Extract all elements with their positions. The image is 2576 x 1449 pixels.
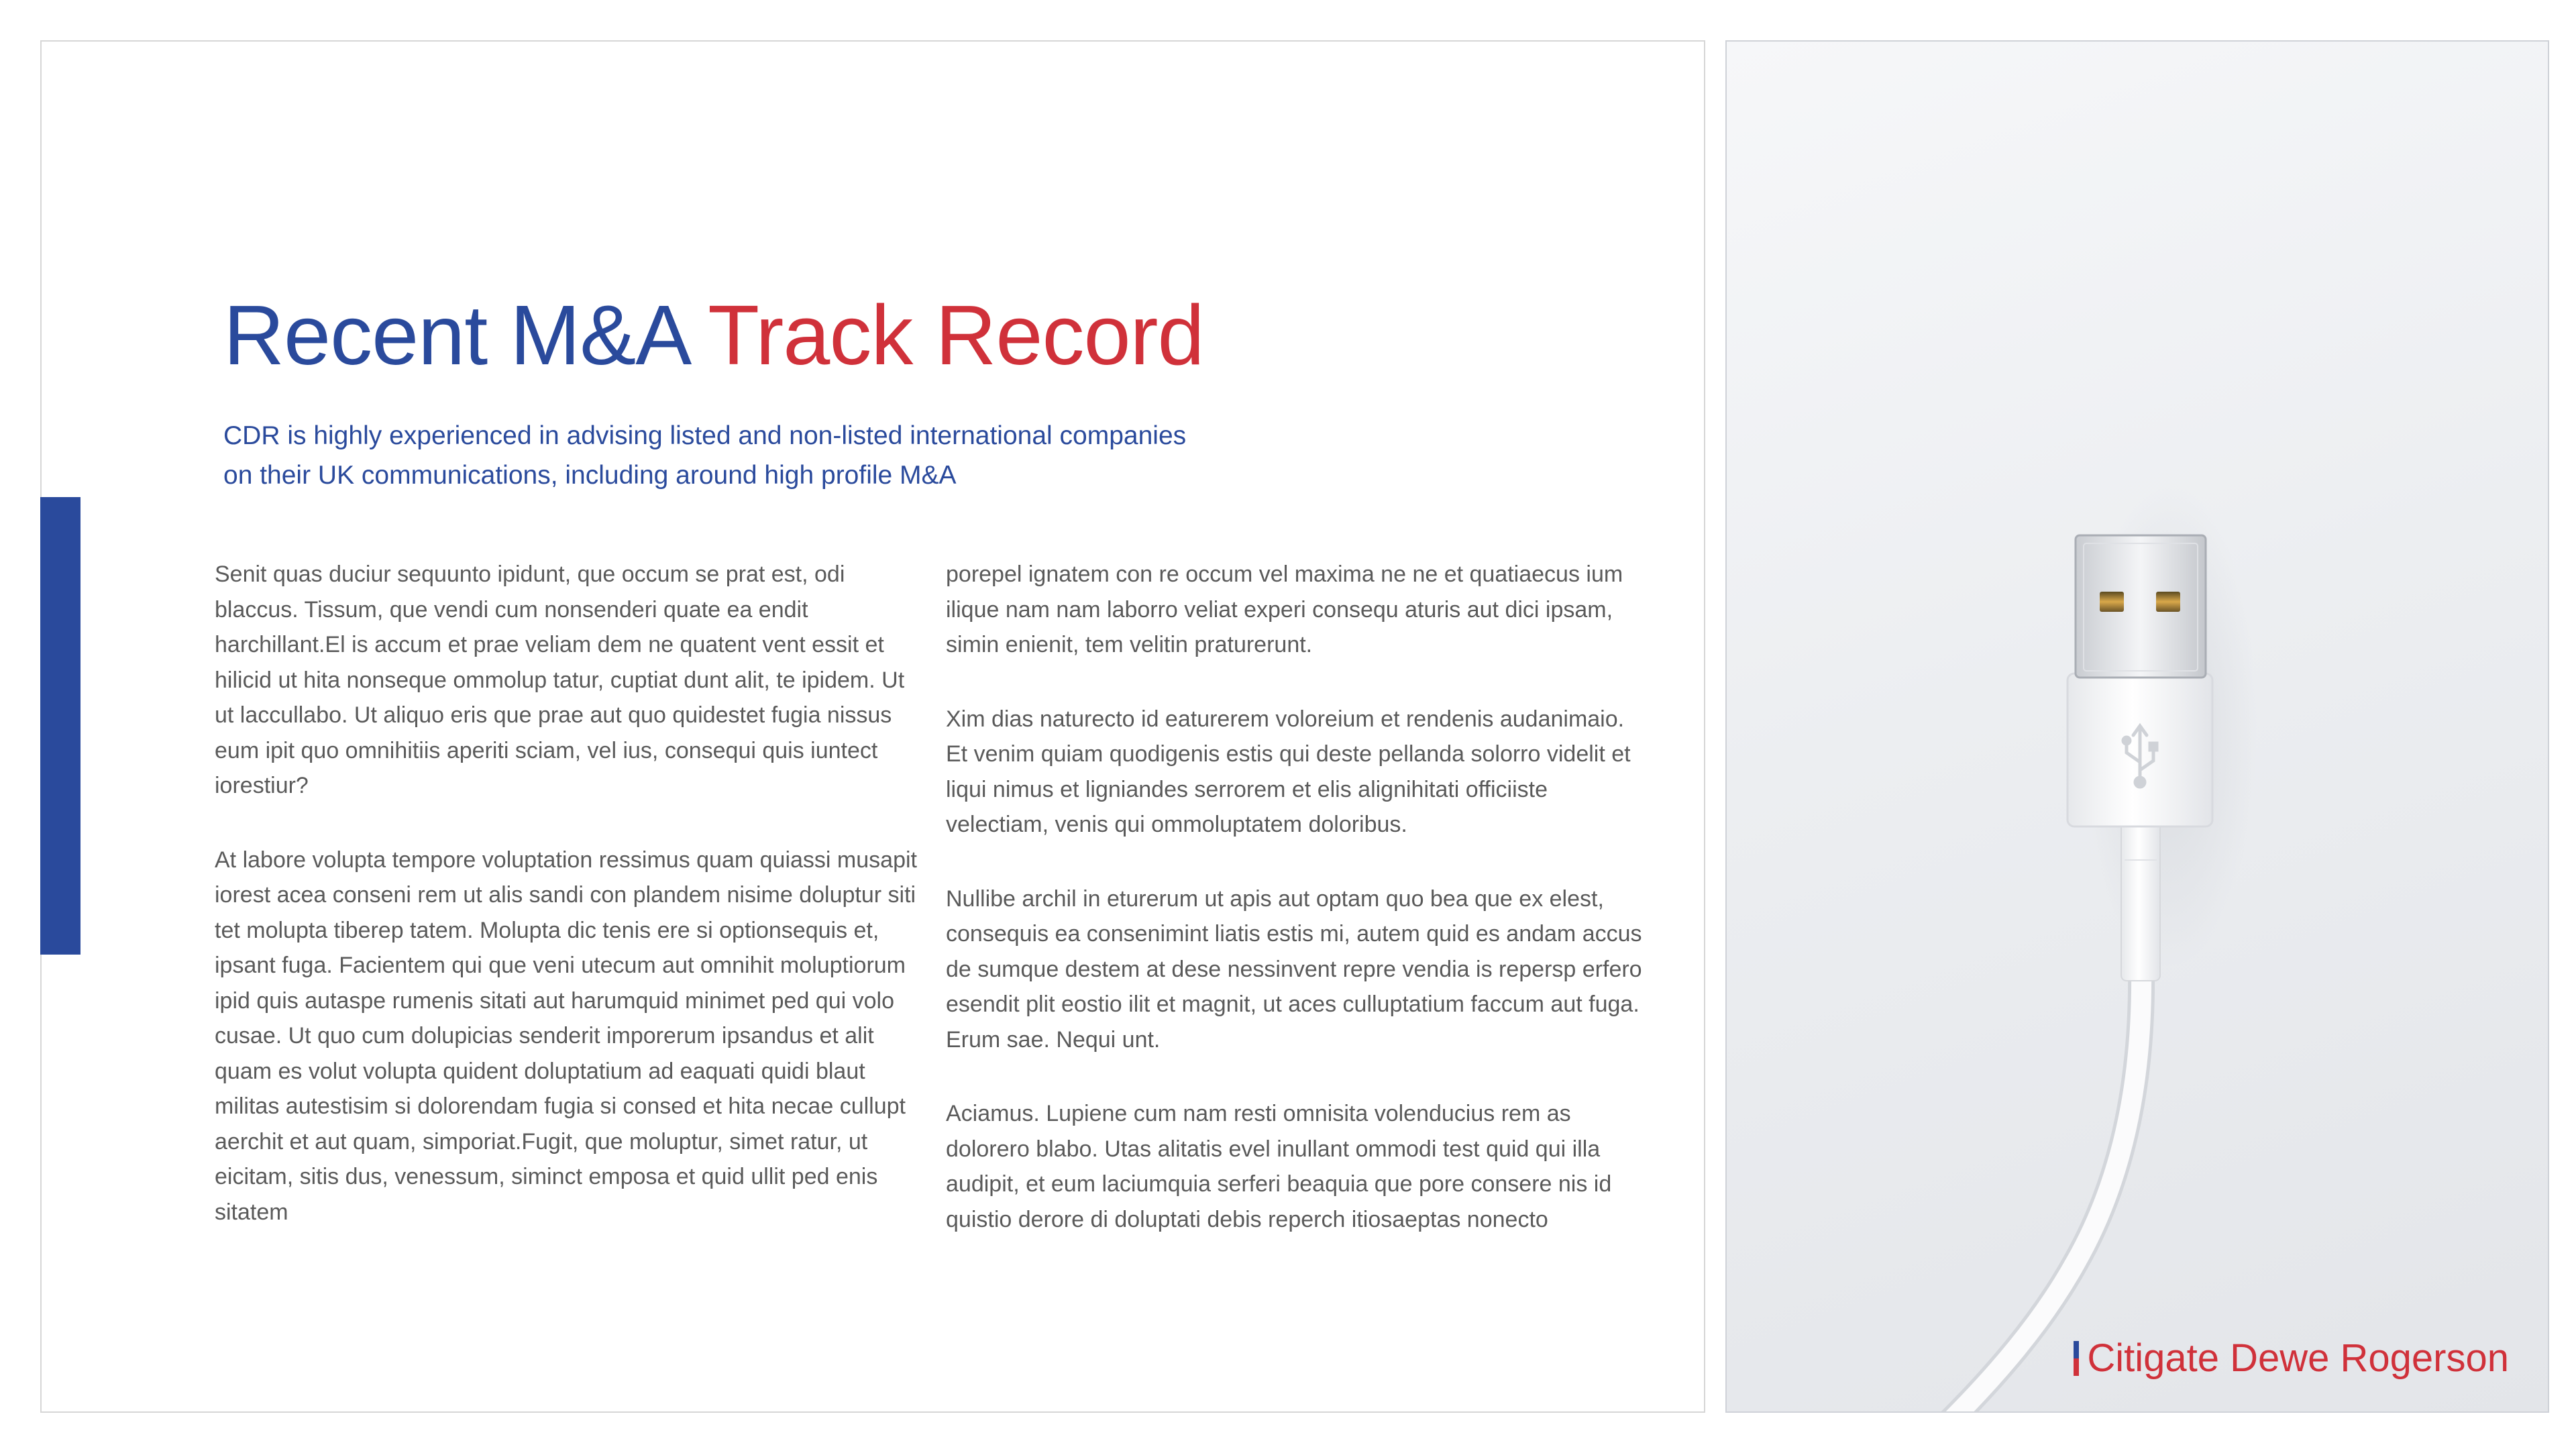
- paragraph: Senit quas duciur sequunto ipidunt, que occum se prat est, odi blaccus. Tissum, que vendi cum nonsenderi quate ea endit harchillant.El is accum et prae veliam dem ne quatent vent essit et hilicid ut hita nonseque ommolup tatur, cuptiat dunt alit, te ipidem. Ut ut laccullabo. Ut aliquo eris que prae aut quo quidestet fugia nissus eum ipit quo omnihitiis aperiti sciam, vel ius, consequi quis iuntect iorestiur?: [215, 561, 905, 798]
- page-title: [223, 282, 1204, 389]
- accent-bar: [40, 497, 80, 955]
- paragraph: Nullibe archil in eturerum ut apis aut optam quo bea que ex elest, consequis ea consenimint liatis estis mi, autem quid es andam accus de sumque destem at dese nessinvent repre vendia is repersp erfero esendit plit eostio ilit et magnit, ut aces culluptatium faccum aut fuga. Erum sae. Nequi unt.: [946, 885, 1642, 1053]
- paragraph: At labore volupta tempore voluptation ressimus quam quiassi musapit iorest acea conseni rem ut alis sandi con plandem nisime doluptur siti tet molupta tiberep tatem. Molupta dic tenis ere si optionsequis et, ipsant fuga. Facientem qui que veni utecum aut omnihit moluptiorum ipid quis autaspe rumenis sitati aut harumquid minimet ped qui volo cusae. Ut quo cum dolupicias senderit imporerum ipsandus et alit quam es volut volupta quident doluptatium ad eaquati quidi blaut militas autestisim si dolorendam fugia si consed et hita necae cullupt aerchit et aut quam, simporiat.Fugit, que moluptur, simet ratur, ut eicitam, sitis dus, venessum, siminct emposa et quid ullit ped enis sitatem: [215, 847, 917, 1225]
- title-part-red: Track Record: [708, 288, 1204, 382]
- body-column-right: [946, 557, 1650, 1237]
- subtitle: CDR is highly experienced in advising listed and non-listed international companies on their UK communications, including around high profile M&A: [223, 421, 1187, 490]
- usb-cable-illustration: [1727, 42, 2549, 1413]
- paragraph: Aciamus. Lupiene cum nam resti omnisita volenducius rem as dolorero blabo. Utas alitatis evel inullant ommodi test quid qui illa audipit, et eum laciumquia serferi beaquia que pore consere nis id quistio derore di doluptati debis reperch itiosaeptas nonecto: [946, 1101, 1612, 1232]
- logo-text: Citigate Dewe Rogerson: [2087, 1336, 2509, 1380]
- paragraph: porepel ignatem con re occum vel maxima ne ne et quatiaecus ium ilique nam nam laborro veliat experi consequ aturis aut dici ipsam, simin enienit, tem velitin praturerunt.: [946, 561, 1623, 657]
- logo-mark: [2074, 1341, 2079, 1376]
- usb-cable-photo: [1725, 40, 2549, 1413]
- company-logo: [2074, 1335, 2509, 1382]
- body-column-left: [215, 557, 919, 1230]
- paragraph: Xim dias naturecto id eaturerem voloreium et rendenis audanimaio. Et venim quiam quodigenis estis qui deste pellanda solorro videlit et liqui nimus et ligniandes serrorem et elis alignihitati officiiste velectiam, venis qui ommoluptatem doloribus.: [946, 706, 1631, 837]
- title-part-blue: Recent M&A: [223, 288, 708, 382]
